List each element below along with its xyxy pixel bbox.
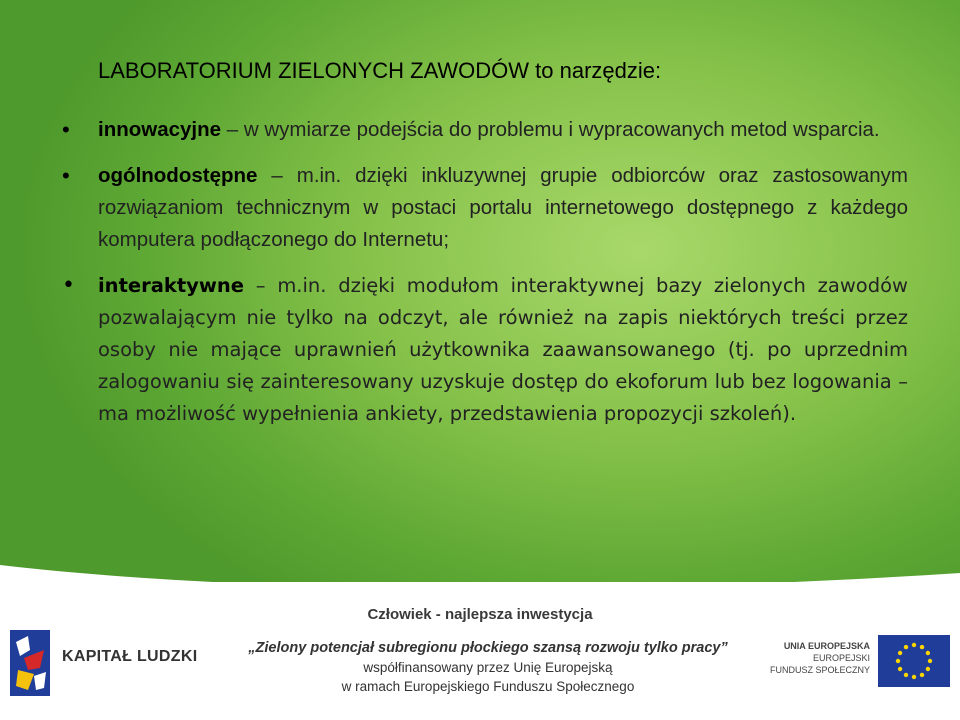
bullet-item-innowacyjne	[98, 114, 908, 146]
eu-label-line3: FUNDUSZ SPOŁECZNY	[770, 665, 871, 675]
footer-project-title: „Zielony potencjał subregionu płockiego szansą rozwoju tylko pracy”	[248, 640, 728, 656]
kapital-ludzki-label: KAPITAŁ LUDZKI	[62, 648, 198, 665]
footer-fund-line: w ramach Europejskiego Funduszu Społecznego	[341, 679, 635, 694]
bullet-keyword: ogólnodostępne	[98, 164, 258, 187]
eu-flag-icon	[878, 635, 950, 687]
bullet-item-ogolnodostepne	[98, 160, 908, 256]
eu-label-line2: EUROPEJSKI	[812, 653, 870, 663]
bullet-list	[98, 114, 908, 444]
bullet-text: – w wymiarze podejścia do problemu i wypracowanych metod wsparcia.	[221, 118, 880, 141]
bullet-item-interaktywne	[98, 270, 908, 430]
bullet-text: – m.in. dzięki modułom interaktywnej bazy zielonych zawodów pozwalającym nie tylko na odczyt, ale również na zapis niektórych treści przez osoby nie mające uprawnień użytkownika zaawansowanego (tj. po uprzednim zalogowaniu się zainteresowany uzyskuje dostęp do ekoforum lub bez logowania – ma możliwość wypełnienia ankiety, przedstawienia propozycji szkoleń).	[98, 274, 908, 425]
footer-cofinanced-line: współfinansowany przez Unię Europejską	[363, 660, 613, 675]
bullet-text: – m.in. dzięki inkluzywnej grupie odbiorców oraz zastosowanym rozwiązaniom technicznym w postaci portalu internetowego dostępnego z każdego komputera podłączonego do Internetu;	[98, 164, 908, 251]
footer-slogan: Człowiek - najlepsza inwestycja	[367, 606, 593, 623]
kapital-ludzki-logo-icon	[10, 630, 50, 696]
eu-label	[770, 640, 870, 676]
bullet-keyword: interaktywne	[98, 274, 245, 297]
bullet-keyword: innowacyjne	[98, 118, 222, 141]
slide-title: LABORATORIUM ZIELONYCH ZAWODÓW to narzędzie:	[98, 58, 662, 83]
eu-label-line1: UNIA EUROPEJSKA	[783, 641, 870, 651]
